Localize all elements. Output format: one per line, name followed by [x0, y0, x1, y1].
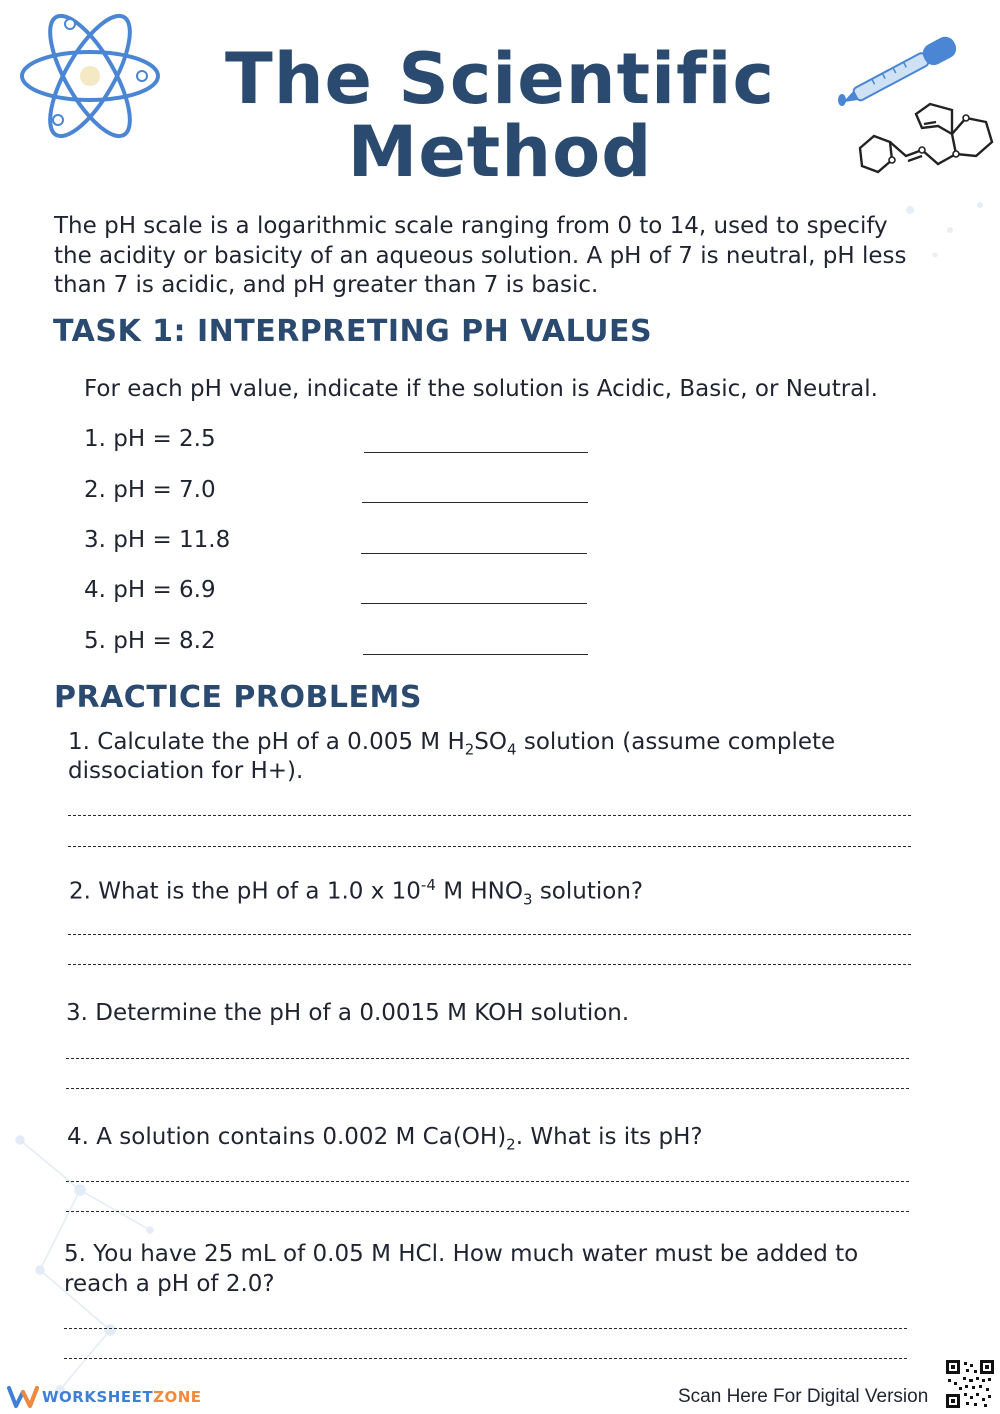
answer-line[interactable]: [64, 1328, 907, 1329]
problem-1-part-c: solution (assume complete: [516, 729, 836, 755]
answer-line[interactable]: [66, 1088, 909, 1089]
task-1-heading: TASK 1: INTERPRETING PH VALUES: [53, 314, 653, 349]
ph-item-1: 1. pH = 2.5: [84, 426, 216, 452]
answer-line[interactable]: [68, 964, 911, 965]
answer-line[interactable]: [66, 1211, 909, 1212]
qr-code-icon[interactable]: [946, 1360, 994, 1408]
problem-4-part-a: 4. A solution contains 0.002 M Ca(OH): [67, 1124, 507, 1150]
problem-1-text: [68, 729, 835, 759]
task-1-instruction: For each pH value, indicate if the solution is Acidic, Basic, or Neutral.: [84, 376, 878, 402]
ph-item-3: 3. pH = 11.8: [84, 527, 231, 553]
problem-2-sup: -4: [420, 876, 436, 894]
ph-item-2: 2. pH = 7.0: [84, 477, 216, 503]
answer-line[interactable]: [66, 1181, 909, 1182]
footer-brand-a: WORKSHEET: [42, 1388, 154, 1406]
problem-5-text-line-2: reach a pH of 2.0?: [64, 1271, 275, 1297]
answer-line[interactable]: [64, 1358, 907, 1359]
footer-brand-b: ZONE: [153, 1388, 202, 1406]
problem-1-sub-1: 2: [464, 740, 475, 759]
page-title-line-2: Method: [347, 111, 653, 193]
answer-line[interactable]: [68, 815, 911, 816]
problem-1-sub-2: 4: [507, 740, 517, 759]
logo-icon: [6, 1384, 40, 1410]
problem-2-text: [69, 876, 643, 908]
problem-3-text: 3. Determine the pH of a 0.0015 M KOH solution.: [66, 1000, 630, 1026]
ph-item-4: 4. pH = 6.9: [84, 577, 216, 603]
ph-item-5: 5. pH = 8.2: [84, 628, 216, 654]
answer-blank-4[interactable]: [361, 603, 587, 604]
footer-brand[interactable]: [42, 1388, 202, 1406]
problem-4-sub: 2: [506, 1135, 516, 1154]
answer-blank-2[interactable]: [362, 502, 588, 503]
problem-2-sub: 3: [522, 890, 533, 909]
page-title-line-1: The Scientific: [224, 38, 776, 120]
molecule-icon: [852, 98, 1000, 180]
problem-1-part-a: 1. Calculate the pH of a 0.005 M H: [68, 729, 465, 755]
answer-line[interactable]: [66, 1058, 909, 1059]
problem-1-text-line-2: dissociation for H+).: [68, 758, 304, 784]
problem-2-part-a: 2. What is the pH of a 1.0 x 10: [69, 878, 421, 905]
answer-line[interactable]: [68, 934, 911, 935]
problem-4-text: [67, 1124, 703, 1154]
problem-5-text-line-1: 5. You have 25 mL of 0.05 M HCl. How much water must be added to: [64, 1241, 859, 1267]
intro-paragraph: The pH scale is a logarithmic scale ranging from 0 to 14, used to specify the acidity or basicity of an aqueous solution. A pH of 7 is neutral, pH less than 7 is acidic, and pH greater than 7 is basic.: [54, 213, 907, 298]
problem-1-part-b: SO: [474, 729, 507, 755]
practice-problems-heading: PRACTICE PROBLEMS: [54, 680, 422, 715]
answer-line[interactable]: [68, 846, 911, 847]
scan-caption: Scan Here For Digital Version: [678, 1386, 929, 1407]
answer-blank-3[interactable]: [361, 553, 587, 554]
problem-2-part-b: M HNO: [435, 878, 523, 905]
answer-blank-5[interactable]: [363, 654, 588, 655]
problem-2-part-c: solution?: [532, 878, 644, 905]
problem-4-part-b: . What is its pH?: [515, 1124, 703, 1150]
answer-blank-1[interactable]: [364, 452, 588, 453]
